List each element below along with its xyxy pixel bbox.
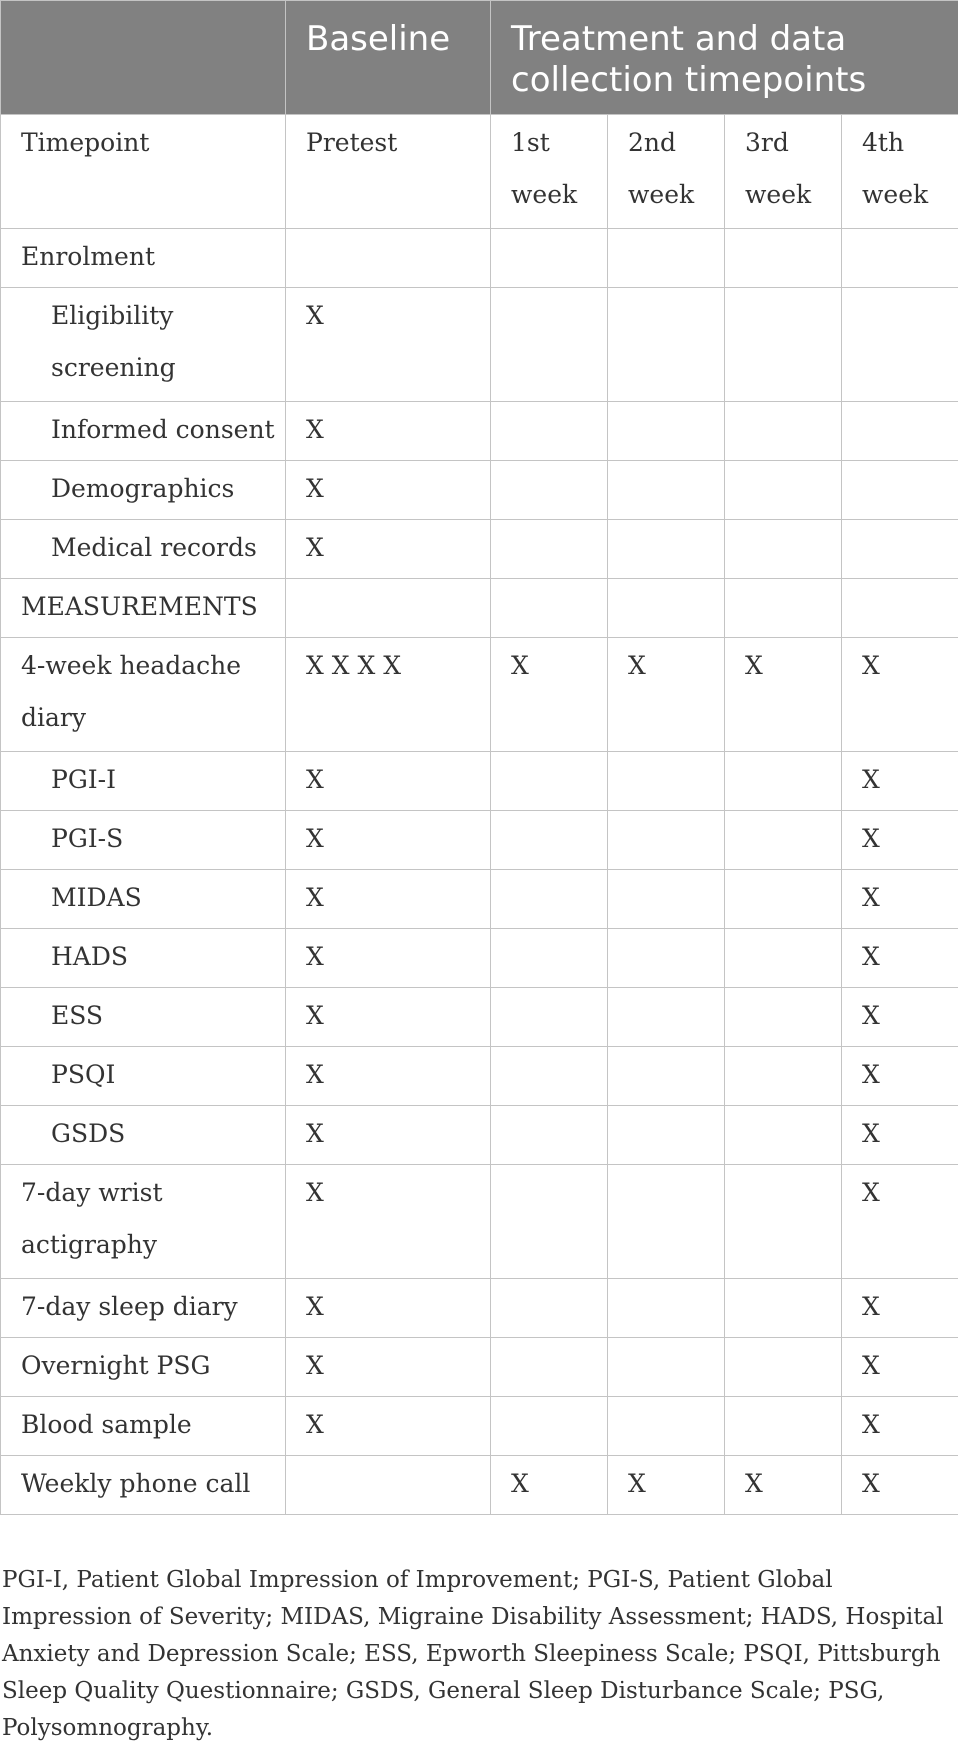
row-label: PSQI: [1, 1047, 286, 1106]
cell-week-2: [608, 288, 725, 402]
cell-week-2: X: [608, 1456, 725, 1515]
row-label: 7-day sleep diary: [1, 1279, 286, 1338]
header-treatment: Treatment and data collection timepoints: [491, 1, 958, 115]
cell-week-2: [608, 811, 725, 870]
cell-week-1: X: [491, 1456, 608, 1515]
row-label: PGI-I: [1, 752, 286, 811]
cell-week-1: [491, 1106, 608, 1165]
cell-week-3: [725, 461, 842, 520]
cell-pretest: [286, 579, 491, 638]
cell-pretest: X: [286, 520, 491, 579]
row-label: Overnight PSG: [1, 1338, 286, 1397]
cell-week-4: [842, 579, 958, 638]
cell-week-3: [725, 988, 842, 1047]
cell-week-4: [842, 520, 958, 579]
row-label: PGI-S: [1, 811, 286, 870]
table-row: [1, 929, 958, 988]
table-row: [1, 1279, 958, 1338]
cell-week-3: [725, 1279, 842, 1338]
table-header-row: [1, 1, 958, 115]
cell-pretest: X: [286, 811, 491, 870]
cell-week-2: [608, 229, 725, 288]
cell-week-4: 4th week: [842, 115, 958, 229]
cell-week-2: [608, 461, 725, 520]
cell-week-3: [725, 752, 842, 811]
cell-week-1: [491, 988, 608, 1047]
cell-week-2: [608, 1397, 725, 1456]
cell-week-1: [491, 402, 608, 461]
table-row: [1, 1456, 958, 1515]
cell-week-1: [491, 288, 608, 402]
table-row: [1, 988, 958, 1047]
cell-week-4: X: [842, 988, 958, 1047]
cell-week-3: [725, 579, 842, 638]
table-row: [1, 461, 958, 520]
cell-pretest: [286, 229, 491, 288]
table-row: [1, 288, 958, 402]
table-row: [1, 638, 958, 752]
row-label: Timepoint: [1, 115, 286, 229]
table-footnote: PGI-I, Patient Global Impression of Improvement; PGI-S, Patient Global Impression of Severity; MIDAS, Migraine Disability Assessment; HADS, Hospital Anxiety and Depression Scale; ESS, Epworth Sleepiness Scale; PSQI, Pittsburgh Sleep Quality Questionnaire; GSDS, General Sleep Disturbance Scale; PSG, Polysomnography.: [2, 1562, 954, 1747]
cell-week-4: X: [842, 638, 958, 752]
cell-week-4: X: [842, 1397, 958, 1456]
cell-week-3: X: [725, 638, 842, 752]
cell-week-3: [725, 1165, 842, 1279]
cell-week-2: [608, 1165, 725, 1279]
row-label: Weekly phone call: [1, 1456, 286, 1515]
table-row: [1, 1338, 958, 1397]
cell-week-4: [842, 229, 958, 288]
cell-pretest: X: [286, 752, 491, 811]
cell-pretest: X: [286, 402, 491, 461]
cell-week-4: [842, 288, 958, 402]
cell-week-1: [491, 229, 608, 288]
header-baseline: Baseline: [286, 1, 491, 115]
cell-week-4: X: [842, 1456, 958, 1515]
row-label: Eligibility screening: [1, 288, 286, 402]
row-label: Demographics: [1, 461, 286, 520]
cell-week-3: [725, 1338, 842, 1397]
table-row: [1, 1397, 958, 1456]
header-blank-cell: [1, 1, 286, 115]
cell-week-2: [608, 870, 725, 929]
cell-week-3: [725, 811, 842, 870]
cell-pretest: X: [286, 1338, 491, 1397]
cell-week-1: [491, 1279, 608, 1338]
cell-week-2: [608, 1106, 725, 1165]
cell-pretest: X: [286, 1165, 491, 1279]
cell-week-4: X: [842, 752, 958, 811]
cell-week-1: [491, 929, 608, 988]
cell-pretest: X: [286, 1397, 491, 1456]
row-label: Enrolment: [1, 229, 286, 288]
table-row: [1, 1165, 958, 1279]
cell-pretest: X: [286, 461, 491, 520]
cell-pretest: X: [286, 988, 491, 1047]
cell-week-3: [725, 1047, 842, 1106]
cell-pretest: Pretest: [286, 115, 491, 229]
cell-week-2: [608, 988, 725, 1047]
cell-pretest: X: [286, 1279, 491, 1338]
table-row: [1, 520, 958, 579]
row-label: MIDAS: [1, 870, 286, 929]
cell-week-1: [491, 579, 608, 638]
cell-week-3: [725, 1397, 842, 1456]
cell-pretest: X: [286, 1047, 491, 1106]
cell-week-1: [491, 811, 608, 870]
cell-pretest: X: [286, 870, 491, 929]
cell-week-4: X: [842, 1279, 958, 1338]
cell-pretest: [286, 1456, 491, 1515]
cell-week-2: [608, 402, 725, 461]
cell-week-4: X: [842, 1338, 958, 1397]
cell-week-1: [491, 1338, 608, 1397]
cell-week-1: [491, 1047, 608, 1106]
cell-week-1: [491, 1397, 608, 1456]
table-row: [1, 115, 958, 229]
cell-week-1: [491, 870, 608, 929]
cell-week-2: [608, 1047, 725, 1106]
cell-week-2: [608, 1279, 725, 1338]
table-row: [1, 752, 958, 811]
cell-week-2: [608, 752, 725, 811]
row-label: Medical records: [1, 520, 286, 579]
row-label: Blood sample: [1, 1397, 286, 1456]
cell-pretest: X X X X: [286, 638, 491, 752]
cell-week-3: X: [725, 1456, 842, 1515]
cell-week-3: [725, 288, 842, 402]
row-label: HADS: [1, 929, 286, 988]
table-row: [1, 1047, 958, 1106]
cell-pretest: X: [286, 1106, 491, 1165]
cell-week-4: X: [842, 1165, 958, 1279]
cell-week-4: X: [842, 929, 958, 988]
cell-week-3: [725, 1106, 842, 1165]
cell-week-2: [608, 520, 725, 579]
cell-week-2: X: [608, 638, 725, 752]
cell-week-4: [842, 461, 958, 520]
cell-week-2: 2nd week: [608, 115, 725, 229]
cell-week-4: X: [842, 811, 958, 870]
cell-week-4: X: [842, 1047, 958, 1106]
table-row: [1, 870, 958, 929]
cell-week-3: 3rd week: [725, 115, 842, 229]
cell-week-1: 1st week: [491, 115, 608, 229]
table-row: [1, 579, 958, 638]
table-row: [1, 1106, 958, 1165]
cell-week-3: [725, 870, 842, 929]
cell-pretest: X: [286, 929, 491, 988]
row-label: Informed consent: [1, 402, 286, 461]
cell-week-2: [608, 1338, 725, 1397]
row-label: MEASUREMENTS: [1, 579, 286, 638]
row-label: 7-day wrist actigraphy: [1, 1165, 286, 1279]
table-row: [1, 402, 958, 461]
cell-week-1: [491, 520, 608, 579]
cell-week-1: [491, 1165, 608, 1279]
cell-week-1: X: [491, 638, 608, 752]
cell-week-2: [608, 579, 725, 638]
cell-week-3: [725, 229, 842, 288]
cell-week-4: X: [842, 870, 958, 929]
cell-pretest: X: [286, 288, 491, 402]
row-label: 4-week headache diary: [1, 638, 286, 752]
cell-week-1: [491, 461, 608, 520]
cell-week-4: X: [842, 1106, 958, 1165]
cell-week-1: [491, 752, 608, 811]
table-row: [1, 811, 958, 870]
cell-week-3: [725, 520, 842, 579]
table-row: [1, 229, 958, 288]
cell-week-3: [725, 929, 842, 988]
row-label: ESS: [1, 988, 286, 1047]
cell-week-4: [842, 402, 958, 461]
row-label: GSDS: [1, 1106, 286, 1165]
cell-week-3: [725, 402, 842, 461]
cell-week-2: [608, 929, 725, 988]
